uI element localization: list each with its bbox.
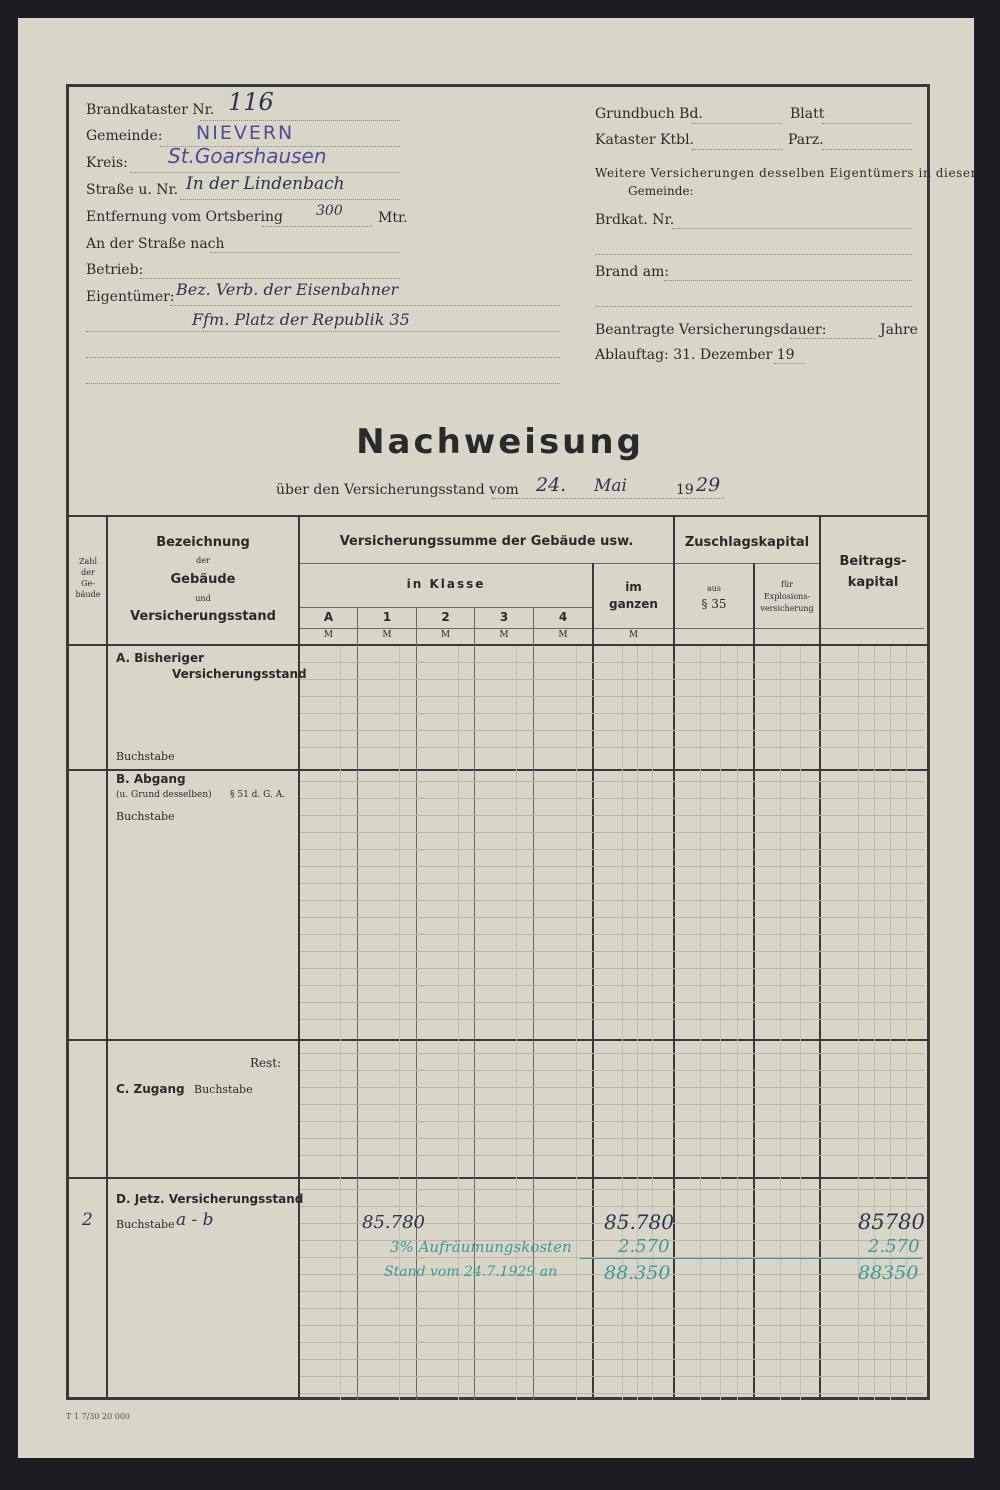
dotted-line <box>86 383 560 384</box>
writing-rule <box>300 1376 924 1377</box>
header-rule <box>674 563 820 564</box>
section-a-title: A. Bisheriger <box>116 651 205 665</box>
dotted-line <box>664 280 912 281</box>
writing-rule <box>300 696 924 697</box>
dotted-line <box>672 228 912 229</box>
sub-column <box>720 646 721 1400</box>
versicherungsstand-header: Versicherungsstand <box>130 609 276 624</box>
subtitle-year-hand: 29 <box>696 474 721 496</box>
sub-column <box>858 646 859 1400</box>
bezeichnung-header: Bezeichnung <box>156 535 250 550</box>
sub-column <box>906 646 907 1400</box>
table-top-rule <box>68 515 928 517</box>
entfernung-label: Entfernung vom Ortsbering <box>86 209 283 225</box>
grundbuch-label: Grundbuch Bd. <box>595 106 703 122</box>
writing-rule <box>300 1155 924 1156</box>
dotted-line <box>262 226 372 227</box>
dotted-line <box>822 123 912 124</box>
writing-rule <box>300 917 924 918</box>
brand-am-label: Brand am: <box>595 264 670 280</box>
rest-label: Rest: <box>250 1056 282 1070</box>
bezeichnung-und: und <box>195 594 211 603</box>
writing-rule <box>300 713 924 714</box>
sub-column <box>700 646 701 1400</box>
unit-label: M <box>382 630 392 640</box>
paragraph-35: § 35 <box>701 597 727 611</box>
section-b-title: B. Abgang <box>116 772 186 786</box>
sub-column <box>780 646 781 1400</box>
stand-beitrag-entry: 88350 <box>858 1262 919 1284</box>
beitrag-entry: 85780 <box>858 1210 925 1234</box>
section-d-buchstabe: Buchstabe <box>116 1218 175 1231</box>
blatt-label: Blatt <box>790 106 825 122</box>
document-title: Nachweisung <box>356 422 644 462</box>
column-rule <box>819 515 821 1400</box>
weitere-text-line2: Gemeinde: <box>628 184 694 198</box>
dotted-line <box>130 172 400 173</box>
sub-column <box>576 646 577 1400</box>
strasse-label: Straße u. Nr. <box>86 182 179 198</box>
im-ganzen-header-2: ganzen <box>609 597 658 611</box>
writing-rule <box>300 679 924 680</box>
dotted-line <box>210 252 400 253</box>
writing-rule <box>300 900 924 901</box>
kreis-stamp: St.Goarshausen <box>168 144 327 168</box>
brandkataster-label: Brandkataster Nr. <box>86 102 215 118</box>
section-rule <box>68 769 928 771</box>
bezeichnung-der: der <box>196 556 210 565</box>
sum-underline <box>580 1258 922 1259</box>
in-klasse-header: in Klasse <box>406 577 486 591</box>
section-rule <box>68 1177 928 1179</box>
writing-rule <box>300 1325 924 1326</box>
jahre-label: Jahre <box>880 322 918 338</box>
aufraeumungskosten-note: 3% Aufräumungskosten <box>390 1238 572 1256</box>
eigentuemer-label: Eigentümer: <box>86 289 175 305</box>
betrieb-label: Betrieb: <box>86 262 144 278</box>
brandkataster-value: 116 <box>228 88 274 116</box>
writing-rule <box>300 1393 924 1394</box>
writing-rule <box>300 1053 924 1054</box>
klasse-3: 3 <box>499 610 509 624</box>
im-ganzen-header-1: im <box>625 580 642 594</box>
dotted-line <box>200 120 400 121</box>
writing-rule <box>300 781 924 782</box>
writing-rule <box>300 849 924 850</box>
writing-rule <box>300 1087 924 1088</box>
aufraeumung-beitrag-entry: 2.570 <box>868 1236 920 1257</box>
zahl-header-line: der <box>81 568 95 577</box>
sub-column <box>874 646 875 1400</box>
aus-label: aus <box>706 584 722 593</box>
gemeinde-stamp: NIEVERN <box>196 122 295 144</box>
dotted-line <box>790 338 876 339</box>
sub-column <box>652 646 653 1400</box>
unit-label: M <box>558 630 568 640</box>
writing-rule <box>300 1070 924 1071</box>
an-der-strasse-label: An der Straße nach <box>86 236 225 252</box>
entfernung-value: 300 <box>316 203 343 219</box>
sub-column <box>458 646 459 1400</box>
klasse-a: A <box>323 610 334 624</box>
section-c-buchstabe: Buchstabe <box>194 1083 253 1096</box>
writing-rule <box>300 968 924 969</box>
subtitle-day: 24. <box>536 474 567 496</box>
print-code: T 1 7/30 20 000 <box>66 1412 131 1421</box>
zahl-header-line: Ge- <box>81 579 95 588</box>
versicherungssumme-header: Versicherungssumme der Gebäude usw. <box>339 534 634 549</box>
sub-column <box>737 646 738 1400</box>
klasse1-entry: 85.780 <box>362 1212 425 1233</box>
column-rule <box>533 607 534 1400</box>
section-rule <box>68 1039 928 1041</box>
writing-rule <box>300 832 924 833</box>
parz-label: Parz. <box>788 132 824 148</box>
section-d-buchstabe-value: a - b <box>176 1210 214 1230</box>
column-rule <box>106 515 108 1400</box>
writing-rule <box>300 1138 924 1139</box>
ablauftag-label: Ablauftag: 31. Dezember 19 <box>595 347 795 363</box>
sub-column <box>637 646 638 1400</box>
dotted-line <box>140 278 400 279</box>
subtitle-year-printed: 19 <box>676 482 694 498</box>
writing-rule <box>300 934 924 935</box>
section-b-buchstabe: Buchstabe <box>116 810 175 823</box>
eigentuemer-line1: Bez. Verb. der Eisenbahner <box>176 280 399 299</box>
weitere-text-line1: Weitere Versicherungen desselben Eigentümers in dieser <box>595 166 977 180</box>
stand-ganzen-entry: 88.350 <box>604 1262 671 1284</box>
header-rule <box>300 628 924 629</box>
unit-label: M <box>499 630 509 640</box>
stand-note: Stand vom 24.7.1929 an <box>384 1264 558 1280</box>
aufraeumung-ganzen-entry: 2.570 <box>618 1236 670 1257</box>
sub-column <box>340 646 341 1400</box>
strasse-value: In der Lindenbach <box>186 174 345 194</box>
im-ganzen-entry: 85.780 <box>604 1210 674 1234</box>
zahl-header-line: Zahl <box>78 557 98 566</box>
dotted-line <box>595 306 912 307</box>
writing-rule <box>300 730 924 731</box>
zahl-header <box>70 556 106 600</box>
dotted-line <box>774 363 804 364</box>
dotted-line <box>86 331 560 332</box>
explosion-label-2: versicherung <box>760 604 814 613</box>
klasse-4: 4 <box>558 610 568 624</box>
kreis-label: Kreis: <box>86 155 128 171</box>
writing-rule <box>300 883 924 884</box>
writing-rule <box>300 1189 924 1190</box>
gemeinde-label: Gemeinde: <box>86 128 163 144</box>
eigentuemer-line2: Ffm. Platz der Republik 35 <box>192 310 410 329</box>
beitragskapital-header-2: kapital <box>847 575 899 590</box>
column-rule <box>474 607 475 1400</box>
column-rule <box>298 515 300 1400</box>
writing-rule <box>300 1291 924 1292</box>
gebaeude-header: Gebäude <box>170 572 236 587</box>
unit-label: M <box>628 630 639 640</box>
writing-rule <box>300 747 924 748</box>
unit-label: M <box>440 630 451 640</box>
table-header-bottom-rule <box>68 644 928 646</box>
writing-rule <box>300 1002 924 1003</box>
kataster-label: Kataster Ktbl. <box>595 132 694 148</box>
section-a-buchstabe: Buchstabe <box>116 750 175 763</box>
section-b-sub: (u. Grund desselben) <box>116 790 212 800</box>
writing-rule <box>300 1019 924 1020</box>
writing-rule <box>300 815 924 816</box>
dotted-line <box>492 498 724 499</box>
zahl-header-line: bäude <box>75 590 101 599</box>
dotted-line <box>692 123 782 124</box>
header-rule <box>300 563 674 564</box>
unit-label: M <box>323 630 334 640</box>
section-d-title: D. Jetz. Versicherungsstand <box>116 1192 304 1206</box>
dotted-line <box>86 357 560 358</box>
sub-column <box>399 646 400 1400</box>
section-b-ref: § 51 d. G. A. <box>230 790 286 800</box>
dotted-line <box>180 199 400 200</box>
writing-rule <box>300 1104 924 1105</box>
column-rule <box>357 607 358 1400</box>
versicherungsdauer-label: Beantragte Versicherungsdauer: <box>595 322 827 338</box>
zuschlagskapital-header: Zuschlagskapital <box>684 535 810 550</box>
brdkat-label: Brdkat. Nr. <box>595 212 675 228</box>
klasse-1: 1 <box>382 610 392 624</box>
sub-column <box>890 646 891 1400</box>
section-a-title-2: Versicherungsstand <box>172 667 307 681</box>
dotted-line <box>692 149 782 150</box>
writing-rule <box>300 985 924 986</box>
column-rule <box>416 607 417 1400</box>
sub-column <box>800 646 801 1400</box>
dotted-line <box>595 254 912 255</box>
beitragskapital-header-1: Beitrags- <box>839 554 907 569</box>
writing-rule <box>300 1206 924 1207</box>
section-d-zahl: 2 <box>82 1210 93 1230</box>
dotted-line <box>170 305 560 306</box>
subtitle-month: Mai <box>594 476 627 496</box>
writing-rule <box>300 1308 924 1309</box>
writing-rule <box>300 866 924 867</box>
writing-rule <box>300 662 924 663</box>
dotted-line <box>822 149 912 150</box>
subtitle-prefix: über den Versicherungsstand vom <box>276 482 519 498</box>
writing-rule <box>300 1359 924 1360</box>
writing-rule <box>300 1342 924 1343</box>
explosion-label-1: Explosions- <box>763 592 811 601</box>
column-rule <box>673 515 675 1400</box>
entfernung-unit: Mtr. <box>378 210 408 226</box>
writing-rule <box>300 798 924 799</box>
writing-rule <box>300 1121 924 1122</box>
sub-column <box>622 646 623 1400</box>
klasse-2: 2 <box>441 610 450 624</box>
writing-rule <box>300 951 924 952</box>
header-rule <box>300 607 593 608</box>
fuer-label: für <box>781 580 793 589</box>
sub-column <box>516 646 517 1400</box>
section-c-title: C. Zugang <box>116 1082 185 1096</box>
